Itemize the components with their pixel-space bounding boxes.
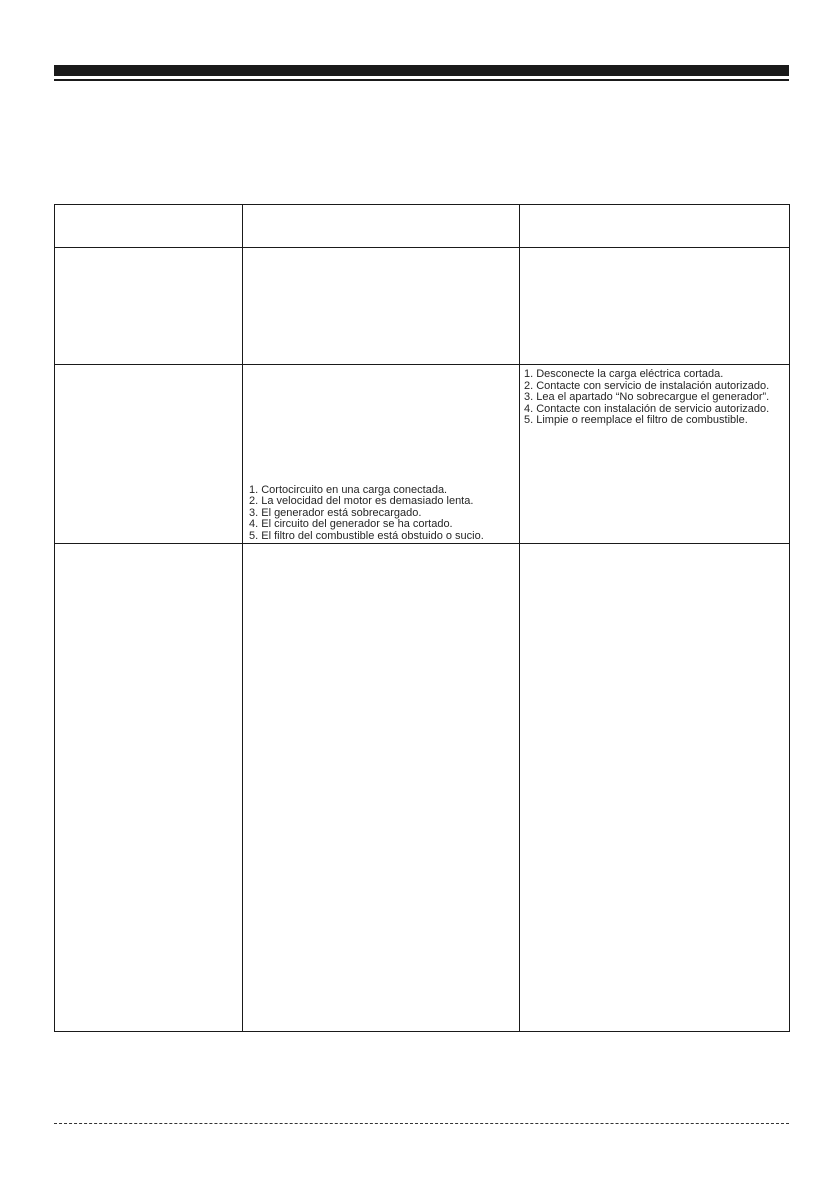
table-row (55, 365, 790, 544)
header-cell-problem (55, 205, 243, 248)
footer-divider (54, 1123, 789, 1124)
cause-item: 2. La velocidad del motor es demasiado lenta. (249, 495, 474, 507)
header-cell-cause (243, 205, 520, 248)
solution-item: 4. Contacte con instalación de servicio autorizado. (524, 402, 770, 415)
cause-item: 3. El generador está sobrecargado. (249, 506, 422, 519)
solution-cell (520, 365, 790, 544)
table-row (55, 544, 790, 1032)
problem-cell (55, 544, 243, 1032)
cause-item: 1. Cortocircuito en una carga conectada. (249, 483, 448, 496)
cause-cell (243, 248, 520, 365)
solution-item: 1. Desconecte la carga eléctrica cortada. (524, 368, 724, 380)
table-header-row (55, 205, 790, 248)
cause-list (243, 485, 519, 544)
problem-cell (55, 365, 243, 544)
solution-cell (520, 248, 790, 365)
solution-item: 5. Limpie o reemplace el filtro de combustible. (524, 414, 748, 426)
header-bar (54, 65, 789, 76)
solution-cell (520, 544, 790, 1032)
solution-item: 3. Lea el apartado “No sobrecargue el generador”. (524, 391, 770, 403)
header-cell-solution (520, 205, 790, 248)
solution-list (520, 365, 789, 427)
header-underline (54, 79, 789, 81)
cause-item: 4. El circuito del generador se ha cortado. (249, 518, 453, 530)
problem-cell (55, 248, 243, 365)
troubleshooting-table (54, 204, 790, 1032)
cause-cell (243, 544, 520, 1032)
cause-item: 5. El filtro del combustible está obstuido o sucio. (249, 529, 484, 542)
solution-item: 2. Contacte con servicio de instalación autorizado. (524, 379, 770, 392)
cause-cell (243, 365, 520, 544)
table-row (55, 248, 790, 365)
